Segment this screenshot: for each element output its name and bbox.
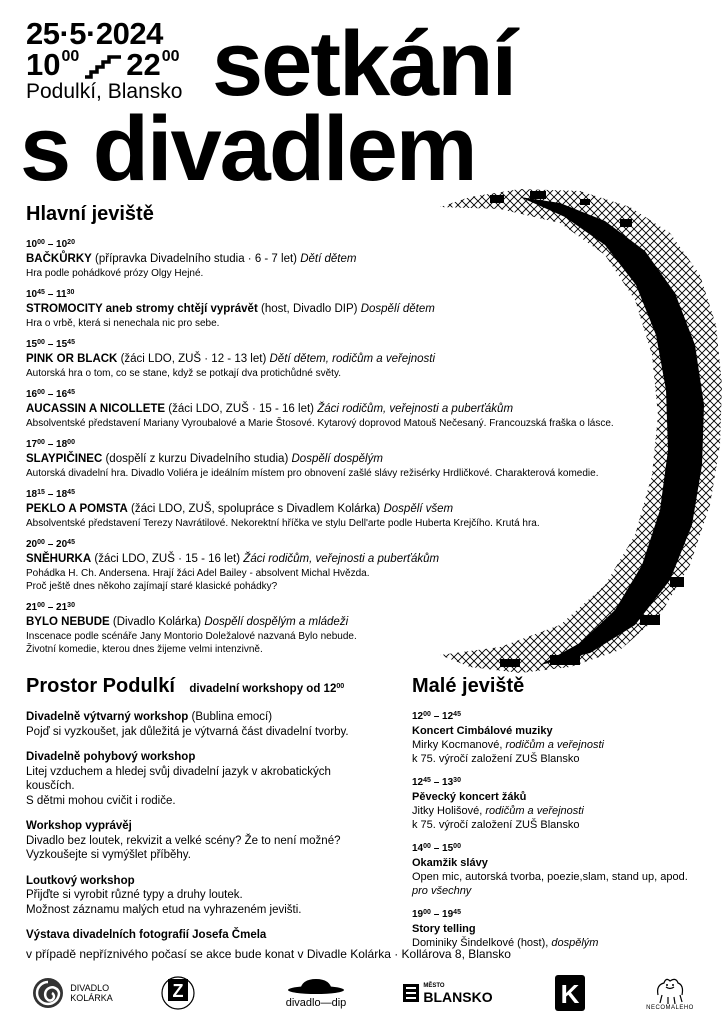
workshop-item: Loutkový workshop Přijďte si vyrobit různé typy a druhy loutek. Možnost záznamu malých etud na vyhrazeném jevišti. — [26, 874, 302, 916]
event-time — [26, 49, 180, 80]
small-stage-item: $19^{00} - 19^{45}$ Story telling Dominiky Šindelkové (host), dospělým — [412, 909, 599, 949]
event-description: Autorská hra o tom, co se stane, když se potkají dva protichůdné světy. — [26, 368, 341, 379]
program-item — [26, 238, 646, 280]
event-title: PEKLO A POMSTA (žáci LDO, ZUŠ, spolupráce s Divadlem Kolárka) Dospělí všem — [26, 503, 454, 515]
workshop-item: Divadelně pohybový workshop Litej vzduchem a hledej svůj divadelní jazyk v akrobatických kousčích. S dětmi mohou cvičit i rodiče. — [26, 751, 331, 807]
small-stage-title: Malé jeviště — [412, 675, 525, 697]
small-stage-item: $12^{45} - 13^{30}$ Pěvecký koncert žáků Jitky Holišové, rodičům a veřejnosti k 75. výročí založení ZUŠ Blansko — [412, 777, 584, 831]
event-time: $21^{00} - 21^{30}$ — [26, 602, 75, 613]
program-item — [26, 288, 646, 330]
dip-logo: divadlo—dip — [268, 968, 364, 1018]
time-start: 10 — [26, 47, 61, 82]
small-stage-item: $14^{00} - 15^{00}$ Okamžik slávy Open mic, autorská tvorba, poezie,slam, stand up, apod. pro všechny — [412, 843, 688, 897]
program-item — [26, 388, 646, 430]
workshop-item: Divadelně výtvarný workshop (Bublina emocí) Pojď si vyzkoušet, jak důležitá je výtvarná část divadelní tvorby. — [26, 711, 349, 738]
prostor-heading — [26, 676, 344, 697]
workshop-item: Výstava divadelních fotografií Josefa Čmela — [26, 929, 267, 941]
k-logo — [550, 968, 590, 1018]
prostor-title: Prostor Podulkí — [26, 675, 175, 697]
event-title: SLAYPIČINEC (dospělí z kurzu Divadelního studia) Dospělí dospělým — [26, 453, 383, 465]
time-end: 22 — [126, 47, 161, 82]
event-description-2: Životní komedie, kterou dnes žijeme velmi intenzivně. — [26, 644, 263, 655]
program-item — [26, 538, 646, 593]
necomaleho-logo: NECOMALEHO — [640, 968, 700, 1018]
event-time: $10^{00} - 10^{20}$ — [26, 239, 75, 250]
program-item — [26, 601, 646, 656]
zus-logo — [158, 968, 198, 1018]
event-title: BAČKŮRKY (přípravka Divadelního studia · 6 - 7 let) Dětí dětem — [26, 253, 357, 265]
spiral-icon — [31, 976, 65, 1010]
hat-icon — [286, 977, 346, 995]
stairs-icon — [83, 53, 123, 79]
zus-letter: Z — [172, 981, 184, 1001]
event-time: $15^{00} - 15^{45}$ — [26, 339, 75, 350]
program-item — [26, 338, 646, 380]
event-place: Podulkí, Blansko — [26, 80, 183, 103]
event-time: $20^{00} - 20^{45}$ — [26, 539, 75, 550]
weather-note: v případě nepříznivého počasí se akce bude konat v Divadle Kolárka · Kollárova 8, Blansko — [26, 947, 511, 961]
event-description: Hra podle pohádkové prózy Olgy Hejné. — [26, 268, 204, 279]
k-letter: K — [560, 979, 580, 1009]
event-description: Hra o vrbě, která si nenechala nic pro sebe. — [26, 318, 220, 329]
event-title: PINK OR BLACK (žáci LDO, ZUŠ · 12 - 13 let) Dětí dětem, rodičům a veřejnosti — [26, 353, 436, 365]
city-emblem-icon — [403, 984, 419, 1002]
event-title: BYLO NEBUDE (Divadlo Kolárka) Dospělí dospělým a mládeži — [26, 616, 349, 628]
event-title: STROMOCITY aneb stromy chtějí vyprávět (host, Divadlo DIP) Dospělí dětem — [26, 303, 435, 315]
event-description: Pohádka H. Ch. Andersena. Hrají žáci Adel Bailey - absolvent Michal Hvězda. — [26, 568, 370, 579]
event-time: $18^{15} - 18^{45}$ — [26, 489, 75, 500]
event-time: $10^{45} - 11^{30}$ — [26, 289, 75, 300]
time-start-minutes: 00 — [61, 48, 80, 65]
workshop-list — [26, 710, 396, 954]
event-time: $16^{00} - 16^{45}$ — [26, 389, 75, 400]
program-item — [26, 438, 646, 480]
title-line-2: s divadlem — [20, 98, 476, 200]
prostor-subtitle: divadelní workshopy od $12^{00}$ — [189, 682, 345, 695]
title-line-1: setkání — [212, 13, 516, 115]
event-title: SNĚHURKA (žáci LDO, ZUŠ · 15 - 16 let) Žáci rodičům, veřejnosti a puberťákům — [26, 553, 440, 565]
small-stage-item: $12^{00} - 12^{45}$ Koncert Cimbálové muziky Mirky Kocmanové, rodičům a veřejnosti k 75. výročí založení ZUŠ Blansko — [412, 711, 604, 765]
event-description: Inscenace podle scénáře Jany Montorio Doležalové nazvaná Bylo nebude. — [26, 631, 357, 642]
event-description: Absolventské představení Terezy Navrátilové. Nekorektní hříčka ve stylu Dell'arte podle Huberta Krejčího. Krutá hra. — [26, 518, 540, 529]
small-stage-program — [412, 710, 712, 960]
event-date: 25·5·2024 — [26, 16, 163, 51]
main-stage-program — [26, 238, 646, 664]
program-item — [26, 488, 646, 530]
event-title: AUCASSIN A NICOLLETE (žáci LDO, ZUŠ · 15 - 16 let) Žáci rodičům, veřejnosti a puberťákům — [26, 403, 514, 415]
event-time: $17^{00} - 18^{00}$ — [26, 439, 75, 450]
main-stage-title: Hlavní jeviště — [26, 203, 154, 225]
event-description: Autorská divadelní hra. Divadlo Voliéra je ideálním místem pro obnovení zašlé slávy režisérky Hrdličkové. Charakterová komedie. — [26, 468, 599, 479]
mesto-blansko-logo: MĚSTO BLANSKO — [398, 968, 498, 1018]
time-end-minutes: 00 — [161, 48, 180, 65]
event-description: Absolventské představení Mariany Vyroubalové a Marie Štosové. Kytarový doprovod Matouš Nečesaný. Francouzská fraška o lásce. — [26, 418, 614, 429]
animal-drawing-icon — [652, 975, 688, 1005]
event-description-2: Proč ještě dnes někoho zajímají staré klasické pohádky? — [26, 581, 278, 592]
workshop-item: Workshop vyprávěj Divadlo bez loutek, rekvizit a velké scény? Že to není možné? Vyzkoušejte si vymýšlet příběhy. — [26, 820, 341, 861]
kolarka-logo: DIVADLO KOLÁRKA — [22, 968, 122, 1018]
